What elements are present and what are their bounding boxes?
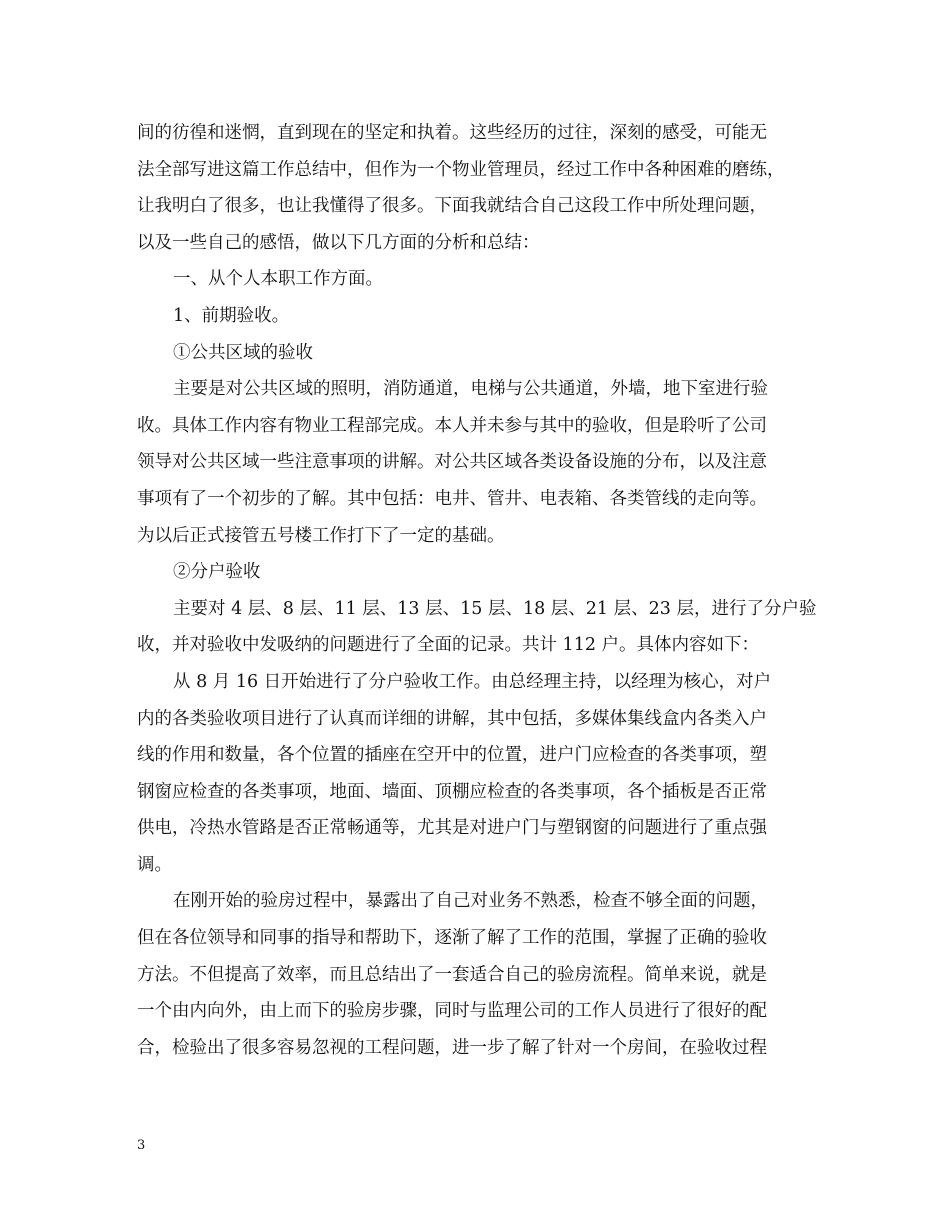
text-line: 线的作用和数量，各个位置的插座在空开中的位置，进户门应检查的各类事项，塑 <box>137 745 767 766</box>
text-line: 调。 <box>137 854 172 875</box>
text-line: 一个由内向外，由上而下的验房步骤，同时与监理公司的工作人员进行了很好的配 <box>137 1001 767 1022</box>
item-heading: ①公共区域的验收 <box>173 342 313 363</box>
section-heading: 一、从个人本职工作方面。 <box>173 269 383 290</box>
text-line: 内的各类验收项目进行了认真而详细的讲解，其中包括，多媒体集线盒内各类入户 <box>137 708 767 729</box>
text-line: 但在各位领导和同事的指导和帮助下，逐渐了解了工作的范围，掌握了正确的验收 <box>137 928 767 949</box>
page-number: 3 <box>137 1138 146 1153</box>
text-line: 法全部写进这篇工作总结中，但作为一个物业管理员，经过工作中各种困难的磨练， <box>137 159 785 180</box>
text-line: 间的彷徨和迷惘，直到现在的坚定和执着。这些经历的过往，深刻的感受，可能无 <box>137 123 767 143</box>
text-line: 方法。不但提高了效率，而且总结出了一套适合自己的验房流程。简单来说，就是 <box>137 964 767 985</box>
text-line: 供电，冷热水管路是否正常畅通等，尤其是对进户门与塑钢窗的问题进行了重点强 <box>137 818 767 839</box>
text-line: 收，并对验收中发吸纳的问题进行了全面的记录。共计 112 户。具体内容如下： <box>137 635 760 656</box>
text-line: 为以后正式接管五号楼工作打下了一定的基础。 <box>137 525 505 546</box>
text-line: 钢窗应检查的各类事项，地面、墙面、顶棚应检查的各类事项，各个插板是否正常 <box>137 781 767 802</box>
text-line: 合，检验出了很多容易忽视的工程问题，进一步了解了针对一个房间，在验收过程 <box>137 1037 767 1058</box>
text-line: 主要对 4 层、8 层、11 层、13 层、15 层、18 层、21 层、23 层，进行了分户验 <box>173 598 817 619</box>
text-line: 在刚开始的验房过程中，暴露出了自己对业务不熟悉，检查不够全面的问题， <box>173 891 768 912</box>
text-line: 主要是对公共区域的照明，消防通道，电梯与公共通道，外墙，地下室进行验 <box>173 379 768 400</box>
text-line: 收。具体工作内容有物业工程部完成。本人并未参与其中的验收，但是聆听了公司 <box>137 415 767 436</box>
text-line: 让我明白了很多，也让我懂得了很多。下面我就结合自己这段工作中所处理问题， <box>137 196 767 217</box>
text-line: 以及一些自己的感悟，做以下几方面的分析和总结： <box>137 232 540 253</box>
item-heading: ②分户验收 <box>173 562 261 583</box>
text-line: 领导对公共区域一些注意事项的讲解。对公共区域各类设备设施的分布，以及注意 <box>137 452 767 473</box>
text-line: 事项有了一个初步的了解。其中包括：电井、管井、电表箱、各类管线的走向等。 <box>137 488 767 509</box>
text-line: 从 8 月 16 日开始进行了分户验收工作。由总经理主持，以经理为核心，对户 <box>173 671 772 692</box>
subsection-heading: 1、前期验收。 <box>173 305 290 326</box>
document-body <box>137 115 817 1066</box>
